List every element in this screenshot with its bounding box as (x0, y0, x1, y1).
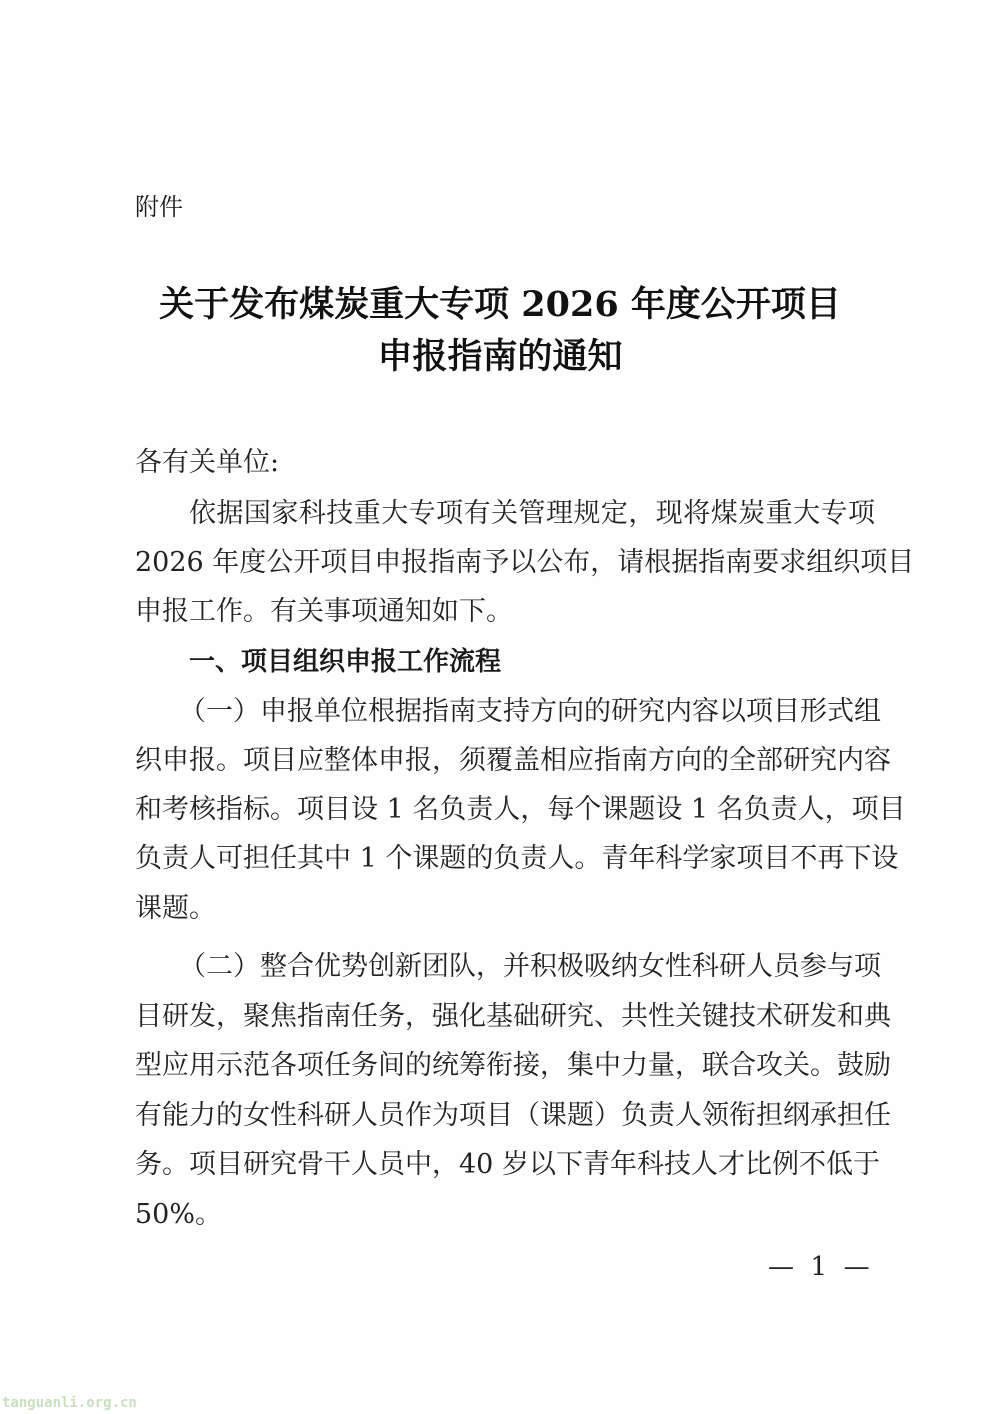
paragraph-line: 型应用示范各项任务间的统筹衔接，集中力量，联合攻关。鼓励 (135, 1050, 891, 1081)
attachment-label: 附件 (135, 193, 183, 221)
paragraph-line: 有能力的女性科研人员作为项目（课题）负责人领衔担纲承担任 (135, 1100, 891, 1131)
paragraph-line: 目研发，聚焦指南任务，强化基础研究、共性关键技术研发和典 (135, 1001, 891, 1032)
section-heading-1: 一、项目组织申报工作流程 (189, 647, 502, 677)
intro-line: 依据国家科技重大专项有关管理规定，现将煤炭重大专项 (189, 498, 875, 529)
document-title-line-2: 申报指南的通知 (377, 336, 623, 377)
intro-line: 申报工作。有关事项通知如下。 (135, 596, 513, 627)
intro-line: 2026 年度公开项目申报指南予以公布，请根据指南要求组织项目 (135, 547, 915, 578)
watermark: tanguanli.org.cn (2, 1395, 137, 1411)
paragraph-line: 负责人可担任其中 1 个课题的负责人。青年科学家项目不再下设 (135, 843, 899, 874)
paragraph-line: （二）整合优势创新团队，并积极吸纳女性科研人员参与项 (179, 951, 881, 982)
paragraph-line: 务。项目研究骨干人员中，40 岁以下青年科技人才比例不低于 (135, 1149, 880, 1180)
page-number: — 1 — (768, 1252, 870, 1282)
paragraph-line: 50%。 (135, 1199, 223, 1230)
salutation: 各有关单位: (135, 447, 280, 478)
paragraph-line: 和考核指标。项目设 1 名负责人，每个课题设 1 名负责人，项目 (135, 794, 906, 825)
paragraph-line: 课题。 (135, 893, 216, 924)
document-title-line-1: 关于发布煤炭重大专项 2026 年度公开项目 (159, 284, 841, 325)
paragraph-line: （一）申报单位根据指南支持方向的研究内容以项目形式组 (179, 696, 881, 727)
paragraph-line: 织申报。项目应整体申报，须覆盖相应指南方向的全部研究内容 (135, 745, 891, 776)
